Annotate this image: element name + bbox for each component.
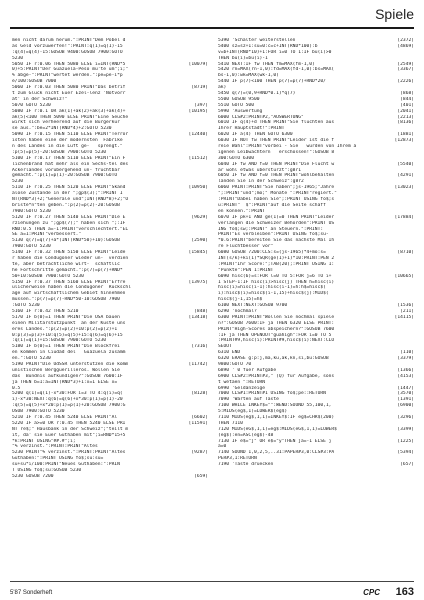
code-text: 6290 'nochmal? [218, 308, 257, 314]
code-text: 6080 GOSUB 7200:CLS:s=(js-1965)*4+mo:s= [218, 250, 326, 256]
checksum: [8719] [191, 85, 208, 91]
code-text: 5120 IF r:0.27 THEN 5140 ELSE PRINT"Die E [12, 214, 126, 220]
code-text: 6040 IF fw AND f=0 THEN PRINT"Die Flucht w [218, 161, 335, 167]
checksum: [848] [194, 308, 208, 314]
code-text: 50+10:GOSUB 7900:GOTO 5230 [12, 273, 84, 279]
checksum: [3570] [397, 391, 414, 397]
code-text: en.":GOTO 5230 [12, 356, 51, 362]
code-text: 5080 IF r:0.1 OR ak(1)+ak(2)+ak(3)+ak(4)+ [12, 108, 126, 114]
checksum: [9287] [191, 450, 208, 456]
code-text: 5230 [12, 55, 24, 61]
code-text: 5390 'Schalter weiterstellen [218, 38, 296, 43]
code-text: as Geld vorzuwerfen!":PRINT:q(1)=q(1)-15 [12, 43, 123, 49]
code-text: 7130 IF e$="j" OR e$="y"THEN ja=-1 ELSE j [218, 438, 332, 444]
checksum: [10079] [188, 61, 208, 67]
code-text: n des Landes in die Luft ge- sprengt." [12, 144, 123, 150]
code-text: 5190 PRINT"Die UdSSR unterstützen die komm [12, 361, 129, 367]
code-text: eres Landes.":p(2)=p(2)+10:p(2)=p(2)+1 [12, 326, 118, 332]
code-text: RND:0.5 THEN a=-1:PRINT"verschlechtert."EL [12, 226, 129, 232]
code-text: :q(5)=q(5)+x*20:p(1)=p(1)+20:GOSUB 7900:G [12, 403, 126, 409]
code-text: 6070 IF pk+1 AND ge(1)=0 THEN PRINT"Leider [218, 214, 335, 220]
code-text: 5070 GOTO 5230 [12, 102, 51, 108]
code-text: 5420 rn=MAX(rn-1,0):fd=MAX(fd-1,0):bs=MAX( [218, 67, 335, 73]
code-text: :q(1)=q(1)+15:GOSUB 7900:GOTO 5230 [12, 338, 107, 344]
checksum: [4869] [397, 43, 414, 49]
code-text: Ackerlandes vorübergehend un- fruchtbar [12, 167, 120, 173]
checksum: [2226] [397, 79, 414, 85]
code-text: ING fo$;sw;:PRINT" an Steuern.":PRINT: [218, 226, 324, 232]
code-text: 5100 IF r:0.17 THEN 5110 ELSE PRINT"Ein F [12, 155, 126, 161]
checksum: [12873] [394, 138, 414, 144]
code-text: 5410 NEXT:IF fw THEN fm=MAX(fm-1,0) [218, 61, 315, 67]
code-text: 5230 PRINT"% verzinst.":PRINT:PRINT"Altes [12, 450, 126, 456]
code-text: men nicht darum herum.":PRINT"Dem Pöbel d [12, 38, 126, 43]
checksum: [11591] [188, 420, 208, 426]
code-text: gemacht.":p(1)=p(1)-20:GOSUB 7900:GOTO [12, 173, 118, 179]
code-text: 5220 IF a>=0 OR r:0.45 THEN 5240 ELSE PRI [12, 420, 126, 426]
code-text: :PRINT"Dabei haben Sie";:PRINT USING fo$;s [218, 197, 335, 203]
code-text: 6300 PRINT:PRINT"Wollen Sie nochmal spiele [218, 314, 335, 320]
code-text: re Fluchtbesser vor" [218, 244, 274, 250]
code-text: he Fortschritte gemacht.":p(7)=p(7)+RND* [12, 267, 123, 273]
code-text: ";:PRINT"und";mo;" Monate ":PRINT"regiert." [218, 191, 337, 197]
code-text: "% verzinst.":PRINT:PRINT"Altes [12, 444, 98, 450]
footer-rule [10, 581, 414, 582]
checksum: [9629] [191, 214, 208, 220]
code-text: at' in der Schweiz!" [12, 96, 68, 102]
checksum: [844] [400, 96, 414, 102]
checksum: [10665] [394, 273, 414, 279]
checksum: [868] [400, 91, 414, 97]
code-text: 5170 IF b(0)=1 THEN PRINT"Die USA bauen [12, 314, 120, 320]
code-text: :IF ja THEN OPENOUT"guahigh":FOR i=0 TO 5 [218, 332, 332, 338]
code-text: 7000 CLS#1:PRINT#1 USING fo$;pe::RETURN [218, 391, 326, 397]
code-text: "Punkte":PEN 1:PRINT [218, 267, 274, 273]
code-text: (eg$):en=ASC(eg$)-48 [218, 432, 274, 438]
code-text: en kommen in Ciudad del Guazuela zusamm [12, 350, 126, 356]
code-text: te, aber beträchtliche wirt- schaftlic [12, 261, 120, 267]
code-text: :p(5)=p(5)-20:GOSUB 7900:GOTO 5230 [12, 149, 107, 155]
code-text: wirkt sich verheerend auf die Bürgerkur [12, 120, 120, 126]
checksum: [659] [194, 473, 208, 479]
checksum: [2549] [397, 61, 414, 67]
code-text: :q(4)=q(4)-15:GOSUB 9400:GOSUB 7900:GOTO [12, 49, 123, 55]
code-text: it, da' sie Euer Guthaben mit";i=RND*15+5 [12, 432, 126, 438]
checksum: [8136] [397, 120, 414, 126]
code-text: 5090 IF r:0.15 THEN 5110 ELSE PRINT"Terror [12, 132, 129, 138]
checksum: [11512] [188, 155, 208, 161]
code-text: 5230 GOSUB 7200 [12, 473, 54, 479]
code-text: 0:p(3)=p(3)+10:q(5)=q(5)+15:q(6)=q(6)+15 [12, 332, 123, 338]
code-text: :PRINT#9,hisc(i):PRINT#9,hisc$(i):NEXT:CLO [218, 338, 335, 344]
code-text: T USING fo$;su:GOSUB 5230 [12, 468, 82, 474]
checksum: [397] [194, 102, 208, 108]
footer-issue: 5'87 Sonderheft [10, 590, 53, 596]
checksum: [13975] [188, 279, 208, 285]
checksum: [14115] [394, 314, 414, 320]
code-text: 5210 IF r:0.45 THEN 5240 ELSE PRINT"Al [12, 415, 118, 420]
code-text: 6090 hisc(6)=s:FOR l=0 TO 5:FOR j=6 TO i+ [218, 273, 332, 279]
checksum: [3296] [397, 415, 414, 420]
code-text: 300:GOTO 6300 [218, 155, 254, 161]
checksum: [6900] [397, 403, 414, 409]
code-text: r haben die Condugoner wieder un- verdien [12, 255, 129, 261]
code-text: :PRINT"Ihr Score:";TAB(20);:PRINT USING 1: [218, 261, 335, 267]
code-text: 6000 CLS#2:PRINT#2,"AUSWERTUNG" [218, 114, 304, 120]
code-text: ulicherweise haben die Condugoner Rückschl [12, 285, 131, 291]
code-text: INT(s/k)+ki(1)*SQR(ge(1)+1)*10:PRINT:PEN 2 [218, 255, 335, 261]
code-text: 7120 MIDS(eG$,1,1)=eg$:MIDS(eG$,1,1)=LOWER$ [218, 426, 337, 432]
code-text: 5180 IF b(0)=1 THEN PRINT"Die Blockfrei [12, 344, 120, 350]
checksum: [13418] [188, 314, 208, 320]
code-text: 6990 'Geldanzeige [218, 385, 266, 391]
code-text: THEN bu(i)=bu(i)-1 [218, 55, 268, 61]
code-text: ar wohl etwas überstürzt":g8r1 [218, 167, 301, 173]
code-text: müssen.":p(7)=p(7)-RND*50-10:GOSUB 7900 [12, 297, 120, 303]
code-text: v=b+INT(RND*10)+1:FOR i=0 TO 1:IF bu(i)>0 [218, 49, 332, 55]
checksum: [13023] [394, 185, 414, 191]
checksum: [1447] [397, 385, 414, 391]
code-text: NT re$;" Hausbank in der Schweiz";"teilt m [12, 426, 129, 432]
header-title: Spiele [375, 6, 414, 22]
checksum: [7316] [191, 344, 208, 350]
code-text: SE a=1:PRINT"verbessert." [12, 232, 82, 238]
code-text: das Bündnis aufkündigen?":GOSUB 7600:IF [12, 373, 123, 379]
code-text: 5140 IF r:0.32 THEN 5150 ELSE PRINT"Leide [12, 250, 126, 256]
checksum: [5394] [397, 450, 414, 456]
code-text: briste*n"ten geben.":p(2)=p(2)-20:GOSUB [12, 202, 120, 208]
code-text: 5060 IF r:0.03 THEN 5080 PRINT"Das betrif [12, 85, 126, 91]
code-text: alöse Zustände in der ";gp$(3);":PRINT I [12, 191, 123, 197]
code-text: 6020 IF a(4) THEN GOTO 6300 [218, 132, 293, 138]
checksum: [2041] [397, 108, 414, 114]
code-text: unistischen Bergguerilleros. Wollen Sie [12, 367, 120, 373]
code-text: 7190 'Taste druecken [218, 462, 274, 468]
code-line [218, 462, 414, 468]
code-text: 6890 ' 0 fuer Aufgabe [218, 367, 277, 373]
code-text: 5110 IF r:0.25 THEN 5120 ELSE PRINT"Skand [12, 185, 126, 191]
code-text: 5510 GOTO 500 [218, 102, 254, 108]
code-text: PRINT"High-Scores abspeichern?":GOSUB 7600 [218, 326, 335, 332]
code-text: ak) [218, 85, 227, 91]
checksum: [15845] [188, 250, 208, 256]
listing-left-column [12, 38, 208, 570]
checksum: [2372] [397, 38, 414, 43]
code-text: 5400 sz=sz+1:su=0:c=c+INT(RND*100):b [218, 43, 318, 49]
checksum: [1391] [397, 397, 414, 403]
code-text: 5130 q(7)=q(7)+a*(INT(RND*50)+10):GOSUB [12, 238, 120, 244]
code-text: t wetaen ":RETURN [218, 379, 266, 385]
checksum: [6602] [191, 415, 208, 420]
code-text: PRINT"Es verbleiben":PRINT USING fo$;su- [218, 232, 329, 238]
code-text: 6900 CLS#2:PRINT#3," (Q) für Aufgabe, sons [218, 373, 335, 379]
checksum: [401] [400, 102, 414, 108]
code-text: lichenbrand hat mehr als ein Sechs-tel des [12, 161, 129, 167]
code-text: 7900:GOTO 5230 [12, 244, 51, 250]
code-text: *k:PRINT USING"##.#";i; [12, 438, 76, 444]
code-text: THEN 7110 [218, 420, 243, 426]
code-text: 6030 IF NOT fw THEN PRINT"Leider ist die f [218, 138, 335, 144]
code-text: SEOUT [218, 344, 232, 350]
code-text: 7090 'Warten auf Taste [218, 397, 279, 403]
code-text: 5440 IF p(7)<100 THEN p(7)=p(7)+RND*20/ [218, 79, 326, 85]
code-text: 5450 q(7)=(0,9+RND*0.1)*q(7) [218, 91, 296, 97]
code-text: Ihrer Hauptstadt!":PRINT [218, 126, 285, 132]
code-text: e/100:GOSUB 7000 [12, 79, 57, 85]
code-text: i):hisc$(i)=hisc$(i-1,15)+hisc$(j):MID$( [218, 291, 329, 297]
code-text: 6320 ERASE g:p:j,ma,ku,ak,kn,si,bu:GOSUB [218, 356, 329, 362]
checksum: [4153] [397, 373, 414, 379]
checksum: [1366] [397, 367, 414, 373]
code-text: 5:MIDS(eg$,1)=LOWER$(eg$) [218, 409, 288, 415]
code-text: *0.6:PRINT"bereiten Sie das nächste Mal Ih [218, 238, 335, 244]
checksum: [3399] [397, 426, 414, 432]
code-text: n?":GOSUB 7600:IF ja THEN 6320 ELSE PRINT: [218, 320, 335, 326]
checksum: [211] [400, 308, 414, 314]
code-text: 5230 [12, 179, 24, 185]
code-text: 5150 IF r:0.37 THEN 5160 ELSE PRINT"Erfre [12, 279, 126, 285]
checksum: [5540] [397, 161, 414, 167]
code-text: 5200 q(1)=q(1)-x*30:FOR i=3 TO 4:q(i)=q( [12, 391, 123, 397]
code-text: 5500 GOSUB 9500 [218, 96, 260, 102]
checksum: [11742] [188, 361, 208, 367]
checksum: [10950] [188, 185, 208, 191]
checksum: [17884] [394, 214, 414, 220]
code-text: u:PRINT" $":PRINT"auf die Seite schaff [218, 202, 326, 208]
code-text: 7110 MIDS(eg$,1,1)=INKEY$:IF eg$=CHR$(200) [218, 415, 335, 420]
code-line [12, 474, 208, 480]
code-text: PER#3,1:RETURN [218, 456, 257, 462]
code-text: :GOTO 5230 [12, 303, 40, 309]
code-text: 9800:GOTO 70 [218, 361, 252, 367]
code-text: Guthaben:":PRINT USING fo$;su:su= [12, 456, 104, 462]
footer-logo: CPC [363, 588, 380, 597]
code-text: rziehungen zu ";gp$(7);" haben sich ";:IF [12, 220, 126, 226]
code-text: landen Sie in der Schweiz":g8r2 [218, 179, 304, 185]
checksum: [4291] [397, 173, 414, 179]
checksum: [110] [400, 350, 414, 356]
code-text: hisc$(j-1,15)=h$ [218, 297, 263, 303]
checksum: [2213] [397, 114, 414, 120]
code-text: verlangen die Schweizer Behörden":PRINT US [218, 220, 335, 226]
code-text: äge auf wirtschaftlichem Gebiet hinnehmen [12, 291, 126, 297]
code-text: 6310 END [218, 350, 241, 356]
code-text: 5050 IF r:0.06 THEN 5080 ELSE i=INT(RND*5 [12, 61, 126, 67]
code-text: en können.":PRINT [218, 208, 266, 214]
code-text: 6010 IF q(4)+d THEN PRINT"Sie flüchten aus [218, 120, 335, 126]
code-text: a=0 [218, 444, 227, 450]
code-text: NT(RND*3)+2;"Generale und";INT(RND*8)+2;"O [12, 197, 129, 203]
checksum: [10195] [188, 108, 208, 114]
checksum: [2590] [191, 238, 208, 244]
checksum: [3379] [397, 356, 414, 362]
code-text: 5990 'Auswertung [218, 108, 263, 114]
checksum: [8128] [191, 391, 208, 397]
code-text: t zum Glück nicht Euer Ezel-lenz 'Notvorr [12, 91, 126, 97]
checksum: [8710] [397, 250, 414, 256]
code-text: 0)+5:PRINT"Der Guazuela-Peso mu'te um";i;" [12, 67, 129, 73]
listing-right-column [218, 38, 414, 570]
code-text: reie Wahl":PRINT"vorbei - Sie wurden von Ihrem a [218, 144, 357, 150]
code-text: igenen Leibwächtern erschossen!":GOSUB 8 [218, 149, 335, 155]
code-text: ak(5)<100 THEN 5090 ELSE PRINT"Eine Seuche [12, 114, 129, 120]
code-text: 7900:GOTO 5230 [12, 208, 51, 214]
code-text: se aus.":be=2*INT(RND*4)+2:GOTO 5230 [12, 126, 112, 132]
page-number: 163 [395, 586, 414, 598]
header-rule [10, 27, 414, 29]
checksum: [12440] [188, 132, 208, 138]
code-text: 6060 PRINT:PRINT"Sie haben";js-1965;"Jahre [218, 185, 335, 191]
code-text: ja THEN b=1:a=INT(RND*3)+1:x=1 ELSE x= [12, 379, 118, 385]
code-text: einen Militärstützpunkt an der Küste uns [12, 320, 126, 326]
code-text: 7100 WHILE INKEY$="":WEND:SOUND 55,100,1, [218, 403, 332, 409]
code-text: i)-x*30:NEXT:q(6)=q(6)+x*30:p(1)=p(1)-20 [12, 397, 123, 403]
code-text: % abge-":PRINT"wertet werden.":pe=pe-i*p [12, 73, 123, 79]
code-text: isten haben eine der modernsten Fabrike [12, 138, 123, 144]
code-text: 7140 SOUND 1,0,2,5,..31:PAPER#3,0:CLS#3:PA [218, 450, 335, 456]
checksum: [3367] [397, 67, 414, 73]
code-text: bs-1,0):wk=MAX(wk-1,0) [218, 73, 279, 79]
checksum: [1225] [397, 438, 414, 444]
checksum: [1536] [397, 303, 414, 309]
code-text: 6050 IF fw AND f=0 THEN PRINT"wohlbehalten [218, 173, 335, 179]
code-text: 5160 IF r:0.42 THEN 5210 [12, 308, 79, 314]
code-text: 6100 NEXT:NEXT:GOSUB 9700 [218, 303, 288, 309]
code-text: OSUB 7900:GOTO 5230 [12, 409, 65, 415]
code-text: 0.5 [12, 385, 21, 391]
checksum: [657] [400, 462, 414, 468]
code-text: 1 STEP-1:IF hisc(i)>hisc(j) THEN h=hisc(i) [218, 279, 335, 285]
checksum: [1881] [397, 132, 414, 138]
code-text: su+su*i/100:PRINT"Neues Guthaben:":PRIN [12, 462, 120, 468]
code-text: hisc(i)=hisc(i-1):hisc(i-1)=h:h$=hisc$( [218, 285, 326, 291]
